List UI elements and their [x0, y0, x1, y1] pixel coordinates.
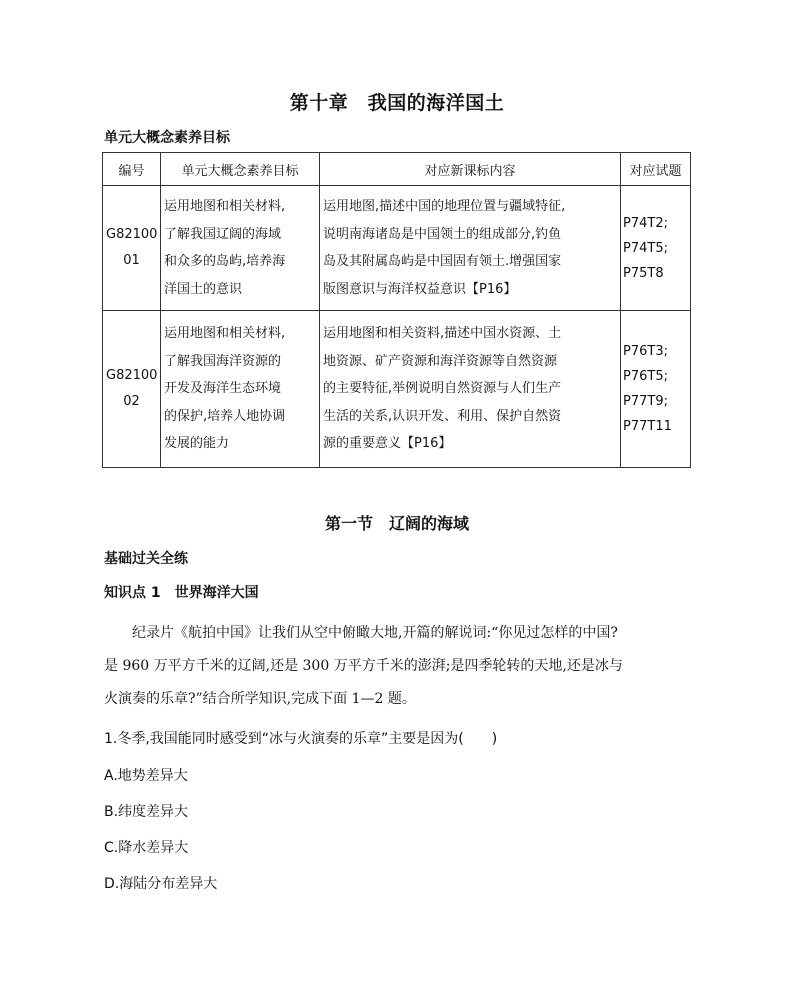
goals-table — [102, 152, 691, 468]
header-goal: 单元大概念素养目标 — [161, 153, 320, 186]
goal-line: 开发及海洋生态环境 — [164, 381, 282, 397]
test-line: P77T9; — [623, 394, 668, 409]
table-row — [103, 311, 691, 468]
section-title: 第一节 辽阔的海域 — [324, 514, 469, 533]
cell-id — [103, 311, 161, 468]
id-line: 02 — [123, 394, 140, 409]
goals-heading: 单元大概念素养目标 — [104, 130, 230, 146]
test-line: P75T8 — [623, 265, 664, 281]
option-b[interactable]: B.纬度差异大 — [104, 804, 189, 820]
test-line: P74T5; — [623, 240, 668, 256]
content-line: 运用地图和相关资料,描述中国水资源、土 — [323, 326, 562, 342]
cell-test — [621, 186, 691, 311]
knowledge-point-heading: 知识点 1 世界海洋大国 — [104, 585, 259, 601]
header-content: 对应新课标内容 — [320, 153, 621, 186]
goal-line: 发展的能力 — [164, 436, 230, 452]
test-line: P74T2; — [623, 215, 668, 231]
passage-line: 火演奏的乐章?”结合所学知识,完成下面 1—2 题。 — [104, 691, 416, 707]
test-line: P77T11 — [623, 419, 672, 434]
table-header-row — [103, 153, 691, 186]
cell-goal — [161, 186, 320, 311]
header-test: 对应试题 — [621, 153, 691, 186]
cell-content — [320, 311, 621, 468]
content-line: 生活的关系,认识开发、利用、保护自然资 — [323, 408, 562, 424]
content-line: 源的重要意义【P16】 — [323, 436, 452, 452]
question-1-stem: 1.冬季,我国能同时感受到“冰与火演奏的乐章”主要是因为( ) — [104, 731, 498, 747]
reading-passage — [104, 617, 692, 716]
id-line: G82100 — [106, 227, 158, 242]
chapter-title: 第十章 我国的海洋国土 — [289, 92, 505, 114]
header-id: 编号 — [103, 153, 161, 186]
passage-line: 是 960 万平方千米的辽阔,还是 300 万平方千米的澎湃;是四季轮转的天地,还是冰与 — [104, 658, 623, 674]
content-line: 地资源、矿产资源和海洋资源等自然资源 — [323, 353, 558, 369]
test-line: P76T5; — [623, 369, 668, 384]
cell-test — [621, 311, 691, 468]
goal-line: 运用地图和相关材料, — [164, 326, 286, 342]
id-line: 01 — [123, 253, 140, 268]
option-d[interactable]: D.海陆分布差异大 — [104, 876, 218, 892]
table-row — [103, 186, 691, 311]
goal-line: 和众多的岛屿,培养海 — [164, 254, 286, 269]
cell-id — [103, 186, 161, 311]
test-line: P76T3; — [623, 344, 668, 359]
goal-line: 的保护,培养人地协调 — [164, 408, 286, 424]
content-line: 运用地图,描述中国的地理位置与疆域特征, — [323, 199, 566, 214]
option-c[interactable]: C.降水差异大 — [104, 840, 189, 856]
content-line: 的主要特征,举例说明自然资源与人们生产 — [323, 381, 562, 397]
goal-line: 了解我国海洋资源的 — [164, 353, 282, 369]
goal-line: 了解我国辽阔的海域 — [164, 226, 282, 242]
cell-content — [320, 186, 621, 311]
content-line: 说明南海诸岛是中国领土的组成部分,钓鱼 — [323, 226, 562, 242]
option-a[interactable]: A.地势差异大 — [104, 768, 188, 784]
goal-line: 运用地图和相关材料, — [164, 199, 286, 214]
cell-goal — [161, 311, 320, 468]
passage-line: 纪录片《航拍中国》让我们从空中俯瞰大地,开篇的解说词:“你见过怎样的中国? — [104, 625, 618, 641]
content-line: 岛及其附属岛屿是中国固有领土.增强国家 — [323, 254, 562, 269]
goal-line: 洋国土的意识 — [164, 281, 243, 297]
practice-heading: 基础过关全练 — [104, 551, 188, 567]
content-line: 版图意识与海洋权益意识【P16】 — [323, 281, 517, 297]
id-line: G82100 — [106, 368, 158, 383]
